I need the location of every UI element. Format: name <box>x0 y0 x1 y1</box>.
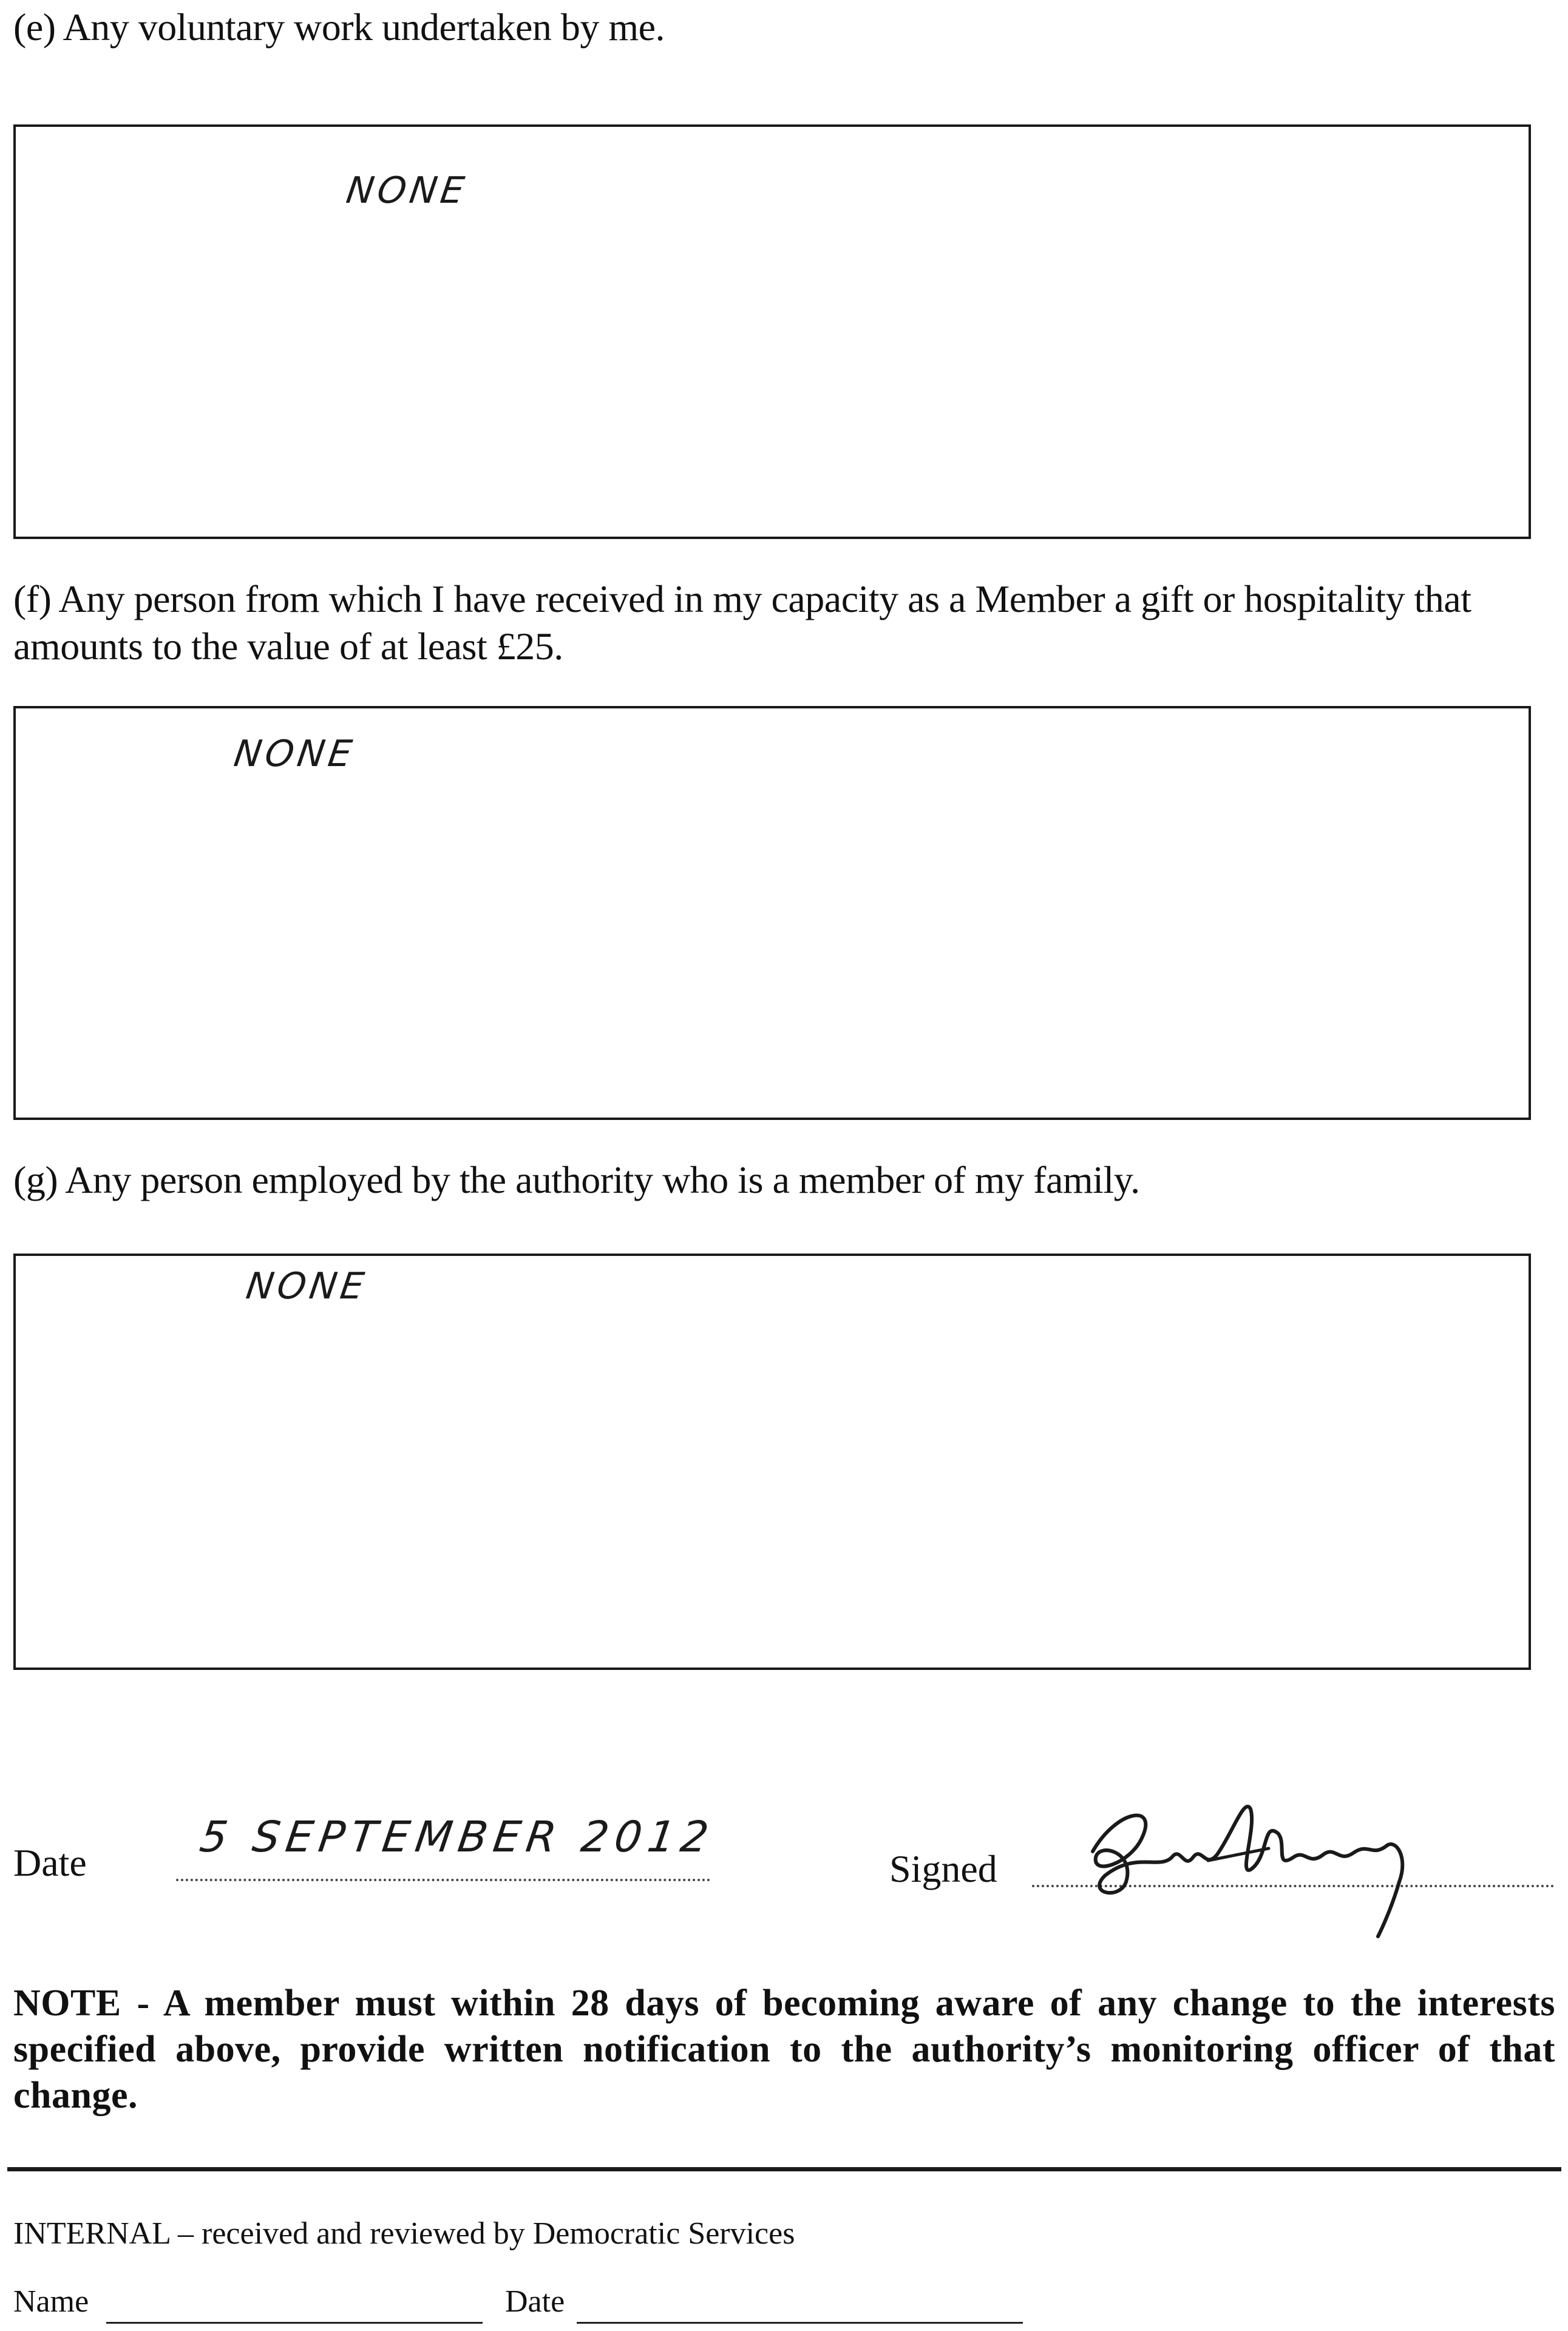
date-label: Date <box>13 1841 87 1884</box>
date-line[interactable] <box>176 1879 710 1881</box>
date-value: 5 SEPTEMBER 2012 <box>197 1812 718 1862</box>
internal-date-line[interactable] <box>577 2322 1023 2324</box>
note-text: NOTE - A member must within 28 days of becoming aware of any change to the interests specified above, provide written notification to the authority’s monitoring officer of that change. <box>13 1983 1555 2116</box>
internal-name-label: Name <box>13 2284 89 2319</box>
section-g-answer: NONE <box>243 1265 370 1308</box>
section-f-label: (f) Any person from which I have received in my capacity as a Member a gift or hospitality that amounts to the value of at least £25. <box>13 577 1471 668</box>
section-g-answer-box[interactable] <box>13 1254 1531 1670</box>
internal-name-line[interactable] <box>106 2322 483 2324</box>
section-e-answer-box[interactable] <box>13 124 1531 539</box>
section-g-label: (g) Any person employed by the authority who is a member of my family. <box>13 1158 1140 1201</box>
section-f-answer: NONE <box>231 733 358 775</box>
section-f-answer-box[interactable] <box>13 706 1531 1120</box>
section-e-label: (e) Any voluntary work undertaken by me. <box>13 5 665 49</box>
internal-date-label: Date <box>505 2284 565 2319</box>
section-e-answer: NONE <box>344 169 470 212</box>
internal-text: INTERNAL – received and reviewed by Democratic Services <box>13 2216 795 2251</box>
signed-label: Signed <box>889 1847 997 1890</box>
divider <box>7 2167 1561 2171</box>
signature-graphic <box>1068 1785 1457 1942</box>
